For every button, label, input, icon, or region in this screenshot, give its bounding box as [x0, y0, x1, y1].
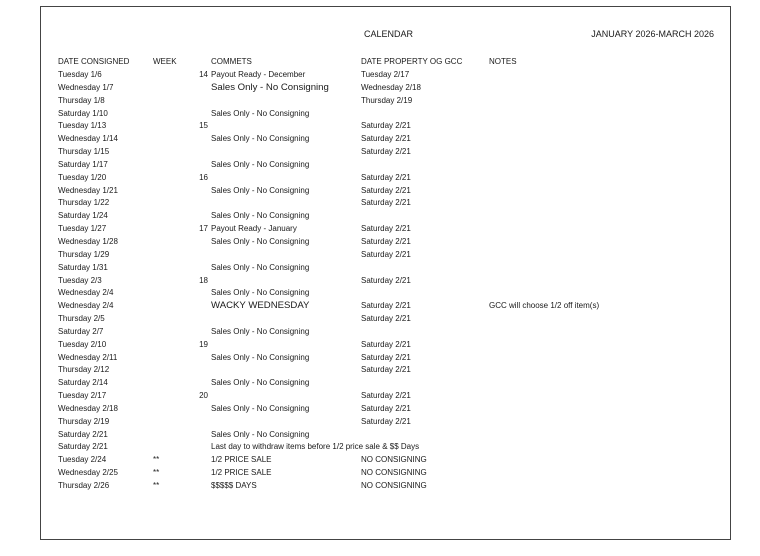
page-title: CALENDAR	[364, 29, 414, 39]
date-cell: Saturday 2/14	[58, 378, 108, 388]
date-cell: Wednesday 1/21	[58, 185, 118, 195]
table-row	[41, 82, 730, 95]
comment-cell: Sales Only - No Consigning	[211, 352, 310, 362]
date-cell: Saturday 1/17	[58, 159, 108, 169]
calendar-page	[40, 6, 731, 540]
comment-cell: Sales Only - No Consigning	[211, 378, 310, 388]
date-cell: Saturday 2/7	[58, 326, 104, 336]
table-row	[41, 146, 730, 159]
comment-cell: Sales Only - No Consigning	[211, 236, 310, 246]
table-row	[41, 454, 730, 467]
date-cell: Wednesday 2/11	[58, 352, 118, 362]
table-row	[41, 185, 730, 198]
week-cell: 16	[199, 172, 208, 182]
table-row	[41, 69, 730, 82]
property-date-cell: Saturday 2/21	[361, 249, 411, 259]
property-date-cell: Saturday 2/21	[361, 147, 411, 157]
table-row	[41, 364, 730, 377]
table-row	[41, 403, 730, 416]
table-row	[41, 480, 730, 493]
table-row	[41, 223, 730, 236]
property-date-cell: Saturday 2/21	[361, 134, 411, 144]
property-date-cell: NO CONSIGNING	[361, 468, 427, 478]
table-row	[41, 287, 730, 300]
date-range: JANUARY 2026-MARCH 2026	[591, 29, 714, 39]
comment-cell: 1/2 PRICE SALE	[211, 468, 272, 478]
table-row	[41, 429, 730, 442]
date-cell: Tuesday 1/20	[58, 172, 107, 182]
date-cell: Wednesday 1/28	[58, 236, 118, 246]
table-row	[41, 275, 730, 288]
comment-cell: Sales Only - No Consigning	[211, 159, 310, 169]
date-cell: Saturday 1/31	[58, 262, 108, 272]
property-date-cell: Saturday 2/21	[361, 121, 411, 131]
header-date-property: DATE PROPERTY OG GCC	[361, 57, 463, 66]
date-cell: Tuesday 2/3	[58, 275, 102, 285]
week-cell: 15	[199, 121, 208, 131]
comment-cell: $$$$$ DAYS	[211, 481, 257, 490]
property-date-cell: Saturday 2/21	[361, 339, 411, 349]
week-cell: 20	[199, 391, 208, 401]
date-cell: Tuesday 1/6	[58, 70, 102, 79]
table-row	[41, 249, 730, 262]
week-cell: 14	[199, 70, 208, 79]
property-date-cell: Saturday 2/21	[361, 185, 411, 195]
comment-cell: Payout Ready - January	[211, 224, 297, 234]
property-date-cell: Saturday 2/21	[361, 275, 411, 285]
table-row	[41, 108, 730, 121]
table-row	[41, 377, 730, 390]
comment-cell: Sales Only - No Consigning	[211, 326, 310, 336]
table-row	[41, 441, 730, 454]
property-date-cell: NO CONSIGNING	[361, 455, 427, 465]
date-cell: Saturday 2/21	[58, 429, 108, 439]
week-cell: 19	[199, 339, 208, 349]
date-cell: Saturday 2/21	[58, 442, 108, 452]
comment-cell: Payout Ready - December	[211, 70, 306, 79]
table-row	[41, 313, 730, 326]
date-cell: Tuesday 1/27	[58, 224, 107, 234]
date-cell: Thursday 1/22	[58, 198, 110, 208]
date-cell: Tuesday 1/13	[58, 121, 107, 131]
date-cell: Thursday 2/19	[58, 416, 110, 426]
date-cell: Wednesday 2/4	[58, 301, 114, 311]
table-row	[41, 172, 730, 185]
property-date-cell: Saturday 2/21	[361, 236, 411, 246]
date-cell: Thursday 1/8	[58, 95, 105, 105]
property-date-cell: Saturday 2/21	[361, 416, 411, 426]
marker-cell: **	[153, 481, 160, 490]
table-row	[41, 326, 730, 339]
week-cell: 18	[199, 275, 208, 285]
property-date-cell: Thursday 2/19	[361, 95, 413, 105]
date-cell: Wednesday 1/14	[58, 134, 118, 144]
marker-cell: **	[153, 468, 160, 478]
table-row	[41, 339, 730, 352]
table-row	[41, 236, 730, 249]
header-comments: COMMETS	[211, 57, 252, 66]
date-cell: Thursday 1/29	[58, 249, 110, 259]
comment-cell: Last day to withdraw items before 1/2 price sale & $$ Days	[211, 442, 420, 452]
header-week: WEEK	[153, 57, 177, 66]
property-date-cell: Saturday 2/21	[361, 403, 411, 413]
property-date-cell: Saturday 2/21	[361, 172, 411, 182]
property-date-cell: NO CONSIGNING	[361, 481, 427, 490]
date-cell: Wednesday 2/4	[58, 288, 114, 298]
marker-cell: **	[153, 455, 160, 465]
date-cell: Thursday 2/5	[58, 314, 105, 324]
date-cell: Thursday 2/12	[58, 365, 110, 375]
comment-cell: Sales Only - No Consigning	[211, 134, 310, 144]
date-cell: Thursday 1/15	[58, 147, 110, 157]
table-row	[41, 197, 730, 210]
property-date-cell: Saturday 2/21	[361, 352, 411, 362]
table-row	[41, 352, 730, 365]
table-row	[41, 120, 730, 133]
comment-cell: 1/2 PRICE SALE	[211, 455, 272, 465]
table-row	[41, 262, 730, 275]
table-row	[41, 390, 730, 403]
property-date-cell: Tuesday 2/17	[361, 70, 410, 79]
table-row	[41, 210, 730, 223]
date-cell: Saturday 1/24	[58, 211, 108, 221]
property-date-cell: Saturday 2/21	[361, 391, 411, 401]
comment-cell: Sales Only - No Consigning	[211, 403, 310, 413]
date-cell: Thursday 2/26	[58, 481, 110, 490]
comment-cell: Sales Only - No Consigning	[211, 429, 310, 439]
comment-cell: Sales Only - No Consigning	[211, 288, 310, 298]
date-cell: Wednesday 1/7	[58, 82, 114, 92]
date-cell: Tuesday 2/17	[58, 391, 107, 401]
table-row	[41, 133, 730, 146]
property-date-cell: Saturday 2/21	[361, 198, 411, 208]
property-date-cell: Saturday 2/21	[361, 314, 411, 324]
date-cell: Wednesday 2/18	[58, 403, 118, 413]
table-row	[41, 300, 730, 313]
date-cell: Saturday 1/10	[58, 108, 108, 118]
comment-cell: Sales Only - No Consigning	[211, 262, 310, 272]
comment-cell: Sales Only - No Consigning	[211, 108, 310, 118]
comment-cell: Sales Only - No Consigning	[211, 81, 329, 93]
table-row	[41, 95, 730, 108]
calendar-rows	[41, 69, 730, 493]
header-date-consigned: DATE CONSIGNED	[58, 57, 130, 66]
table-row	[41, 416, 730, 429]
property-date-cell: Saturday 2/21	[361, 224, 411, 234]
date-cell: Tuesday 2/10	[58, 339, 107, 349]
comment-cell: Sales Only - No Consigning	[211, 185, 310, 195]
comment-cell: WACKY WEDNESDAY	[211, 300, 310, 312]
property-date-cell: Saturday 2/21	[361, 301, 411, 311]
week-cell: 17	[199, 224, 208, 234]
property-date-cell: Saturday 2/21	[361, 365, 411, 375]
header-notes: NOTES	[489, 57, 517, 66]
table-row	[41, 159, 730, 172]
notes-cell: GCC will choose 1/2 off item(s)	[489, 301, 600, 311]
date-cell: Tuesday 2/24	[58, 455, 107, 465]
table-row	[41, 467, 730, 480]
comment-cell: Sales Only - No Consigning	[211, 211, 310, 221]
date-cell: Wednesday 2/25	[58, 468, 118, 478]
property-date-cell: Wednesday 2/18	[361, 82, 421, 92]
